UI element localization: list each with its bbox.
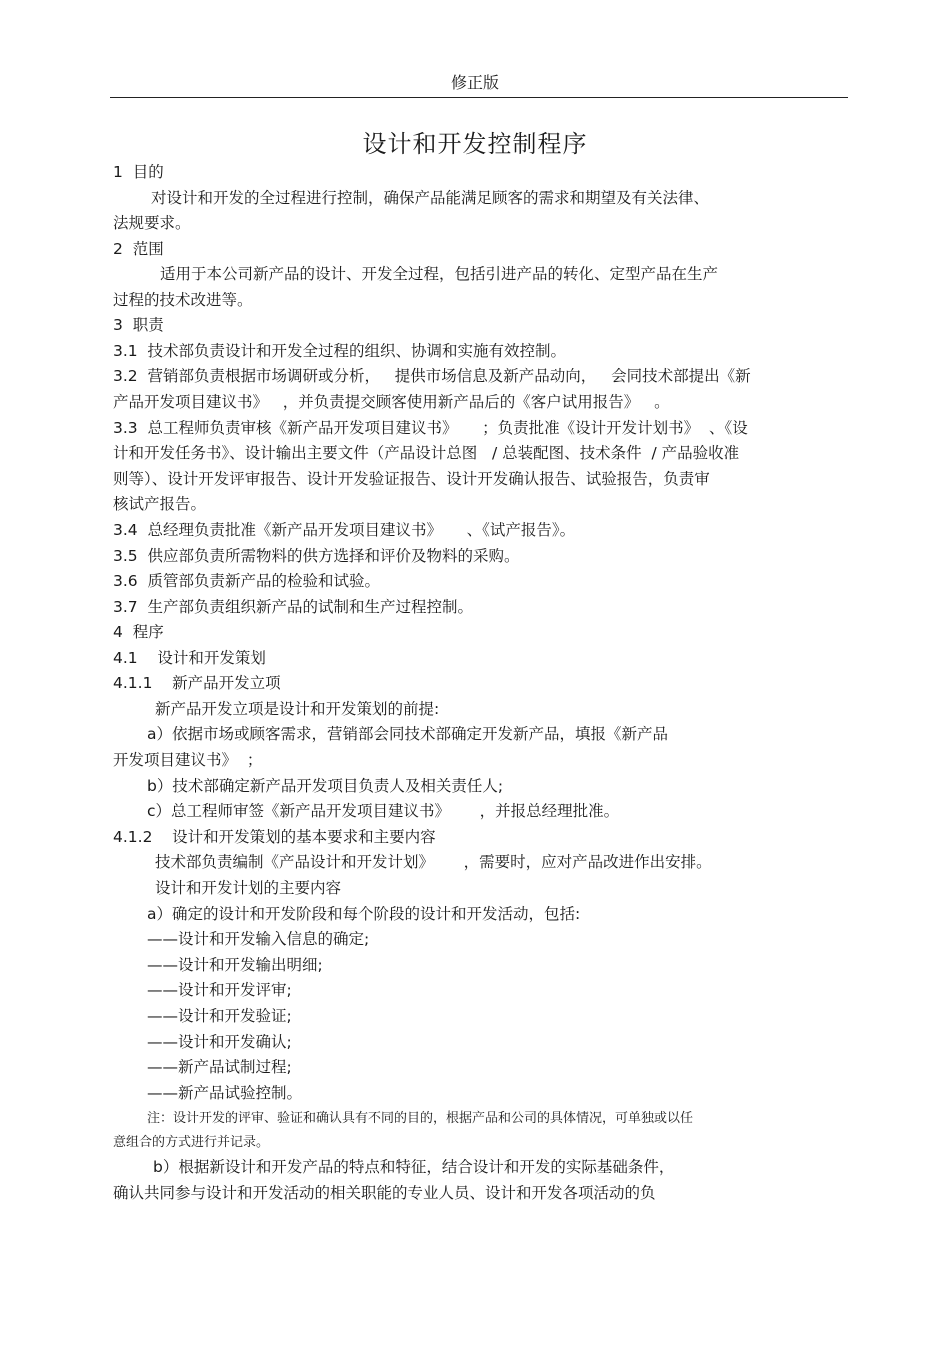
text-line: 适用于本公司新产品的设计、开发全过程，包括引进产品的转化、定型产品在生产: [160, 265, 719, 283]
text-line: 核试产报告。: [113, 495, 207, 513]
text-line: ——设计和开发输入信息的确定;: [147, 930, 370, 948]
text-line: 3.2 营销部负责根据市场调研或分析， 提供市场信息及新产品动向， 会同技术部提出《新: [113, 367, 751, 385]
text-line: 1 目的: [113, 163, 164, 181]
text-line: 计和开发任务书》、设计输出主要文件（产品设计总图 / 总装配图、技术条件 / 产品验收准: [113, 444, 740, 462]
text-line: 过程的技术改进等。: [113, 291, 253, 309]
text-line: 4 程序: [113, 623, 164, 641]
page-header-version: 修正版: [450, 73, 499, 92]
text-line: b）根据新设计和开发产品的特点和特征，结合设计和开发的实际基础条件，: [153, 1158, 675, 1176]
text-line: 则等）、设计开发评审报告、设计开发验证报告、设计开发确认报告、试验报告，负责审: [113, 470, 710, 488]
text-line: c）总工程师审签《新产品开发项目建议书》 ，并报总经理批准。: [147, 802, 620, 820]
text-line: 3.6 质管部负责新产品的检验和试验。: [113, 572, 381, 590]
text-line: ——新产品试制过程;: [147, 1058, 292, 1076]
text-line: 3.1 技术部负责设计和开发全过程的组织、协调和实施有效控制。: [113, 342, 567, 360]
text-line: 设计和开发计划的主要内容: [155, 879, 342, 897]
text-line: 4.1 设计和开发策划: [113, 649, 266, 667]
text-line: ——新产品试验控制。: [147, 1084, 303, 1102]
text-line: 4.1.1 新产品开发立项: [113, 674, 281, 692]
text-line: 对设计和开发的全过程进行控制，确保产品能满足顾客的需求和期望及有关法律、: [151, 189, 710, 207]
text-line: ——设计和开发验证;: [147, 1007, 292, 1025]
text-line: 2 范围: [113, 240, 164, 258]
text-line: 3 职责: [113, 316, 164, 334]
document-title: 设计和开发控制程序: [362, 130, 588, 158]
note-line: 注：设计开发的评审、验证和确认具有不同的目的，根据产品和公司的具体情况，可单独或以任: [147, 1111, 694, 1126]
text-line: 法规要求。: [113, 214, 191, 232]
header-divider: [110, 97, 848, 98]
text-line: ——设计和开发确认;: [147, 1033, 292, 1051]
text-line: 4.1.2 设计和开发策划的基本要求和主要内容: [113, 828, 436, 846]
text-line: ——设计和开发评审;: [147, 981, 292, 999]
text-line: 开发项目建议书》 ；: [113, 751, 263, 769]
text-line: 3.5 供应部负责所需物料的供方选择和评价及物料的采购。: [113, 547, 520, 565]
text-line: 产品开发项目建议书》 ，并负责提交顾客使用新产品后的《客户试用报告》 。: [113, 393, 670, 411]
text-line: 3.4 总经理负责批准《新产品开发项目建议书》 、《试产报告》。: [113, 521, 576, 539]
text-line: b）技术部确定新产品开发项目负责人及相关责任人;: [147, 777, 504, 795]
text-line: 新产品开发立项是设计和开发策划的前提:: [155, 700, 440, 718]
text-line: 3.7 生产部负责组织新产品的试制和生产过程控制。: [113, 598, 474, 616]
text-line: a）依据市场或顾客需求，营销部会同技术部确定开发新产品，填报《新产品: [147, 725, 669, 743]
text-line: 确认共同参与设计和开发活动的相关职能的专业人员、设计和开发各项活动的负: [113, 1184, 656, 1202]
text-line: ——设计和开发输出明细;: [147, 956, 323, 974]
text-line: a）确定的设计和开发阶段和每个阶段的设计和开发活动，包括:: [147, 905, 581, 923]
text-line: 技术部负责编制《产品设计和开发计划》 ，需要时，应对产品改进作出安排。: [155, 853, 712, 871]
note-line: 意组合的方式进行并记录。: [113, 1135, 270, 1150]
text-line: 3.3 总工程师负责审核《新产品开发项目建议书》 ；负责批准《设计开发计划书》 、《设: [113, 419, 748, 437]
